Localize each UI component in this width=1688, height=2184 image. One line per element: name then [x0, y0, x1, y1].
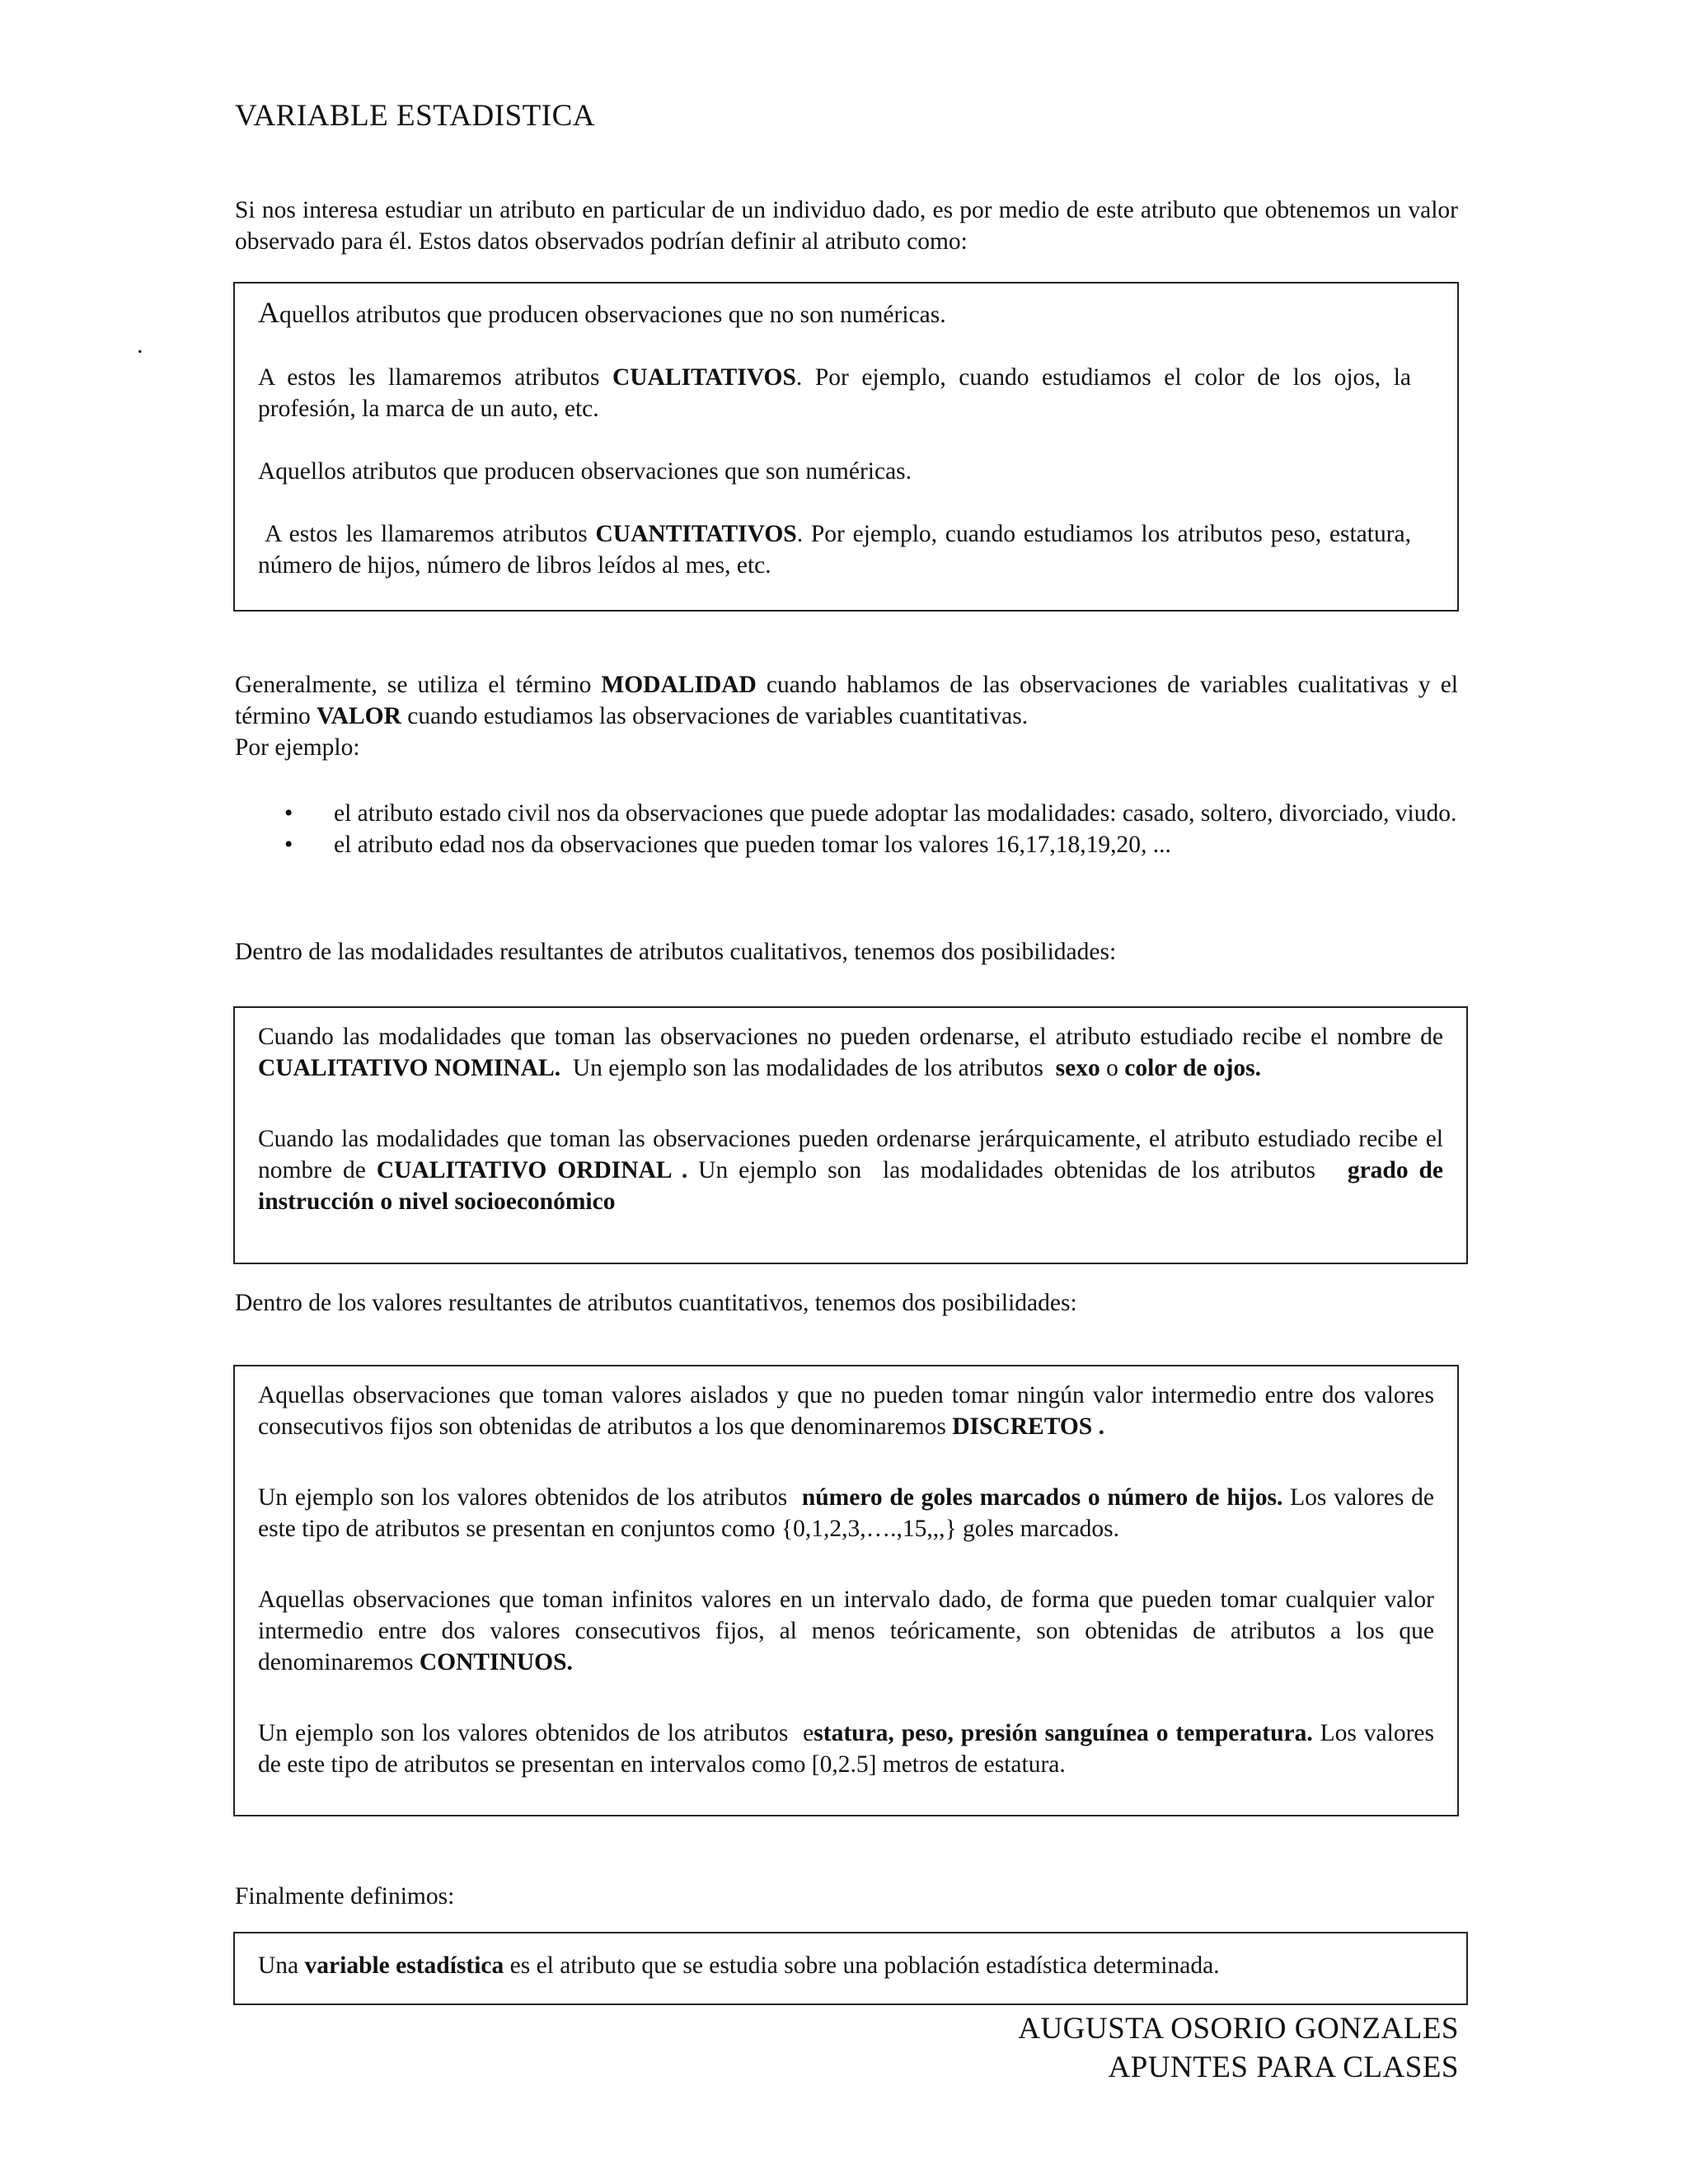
stray-dot: .	[137, 331, 143, 359]
list-item: • el atributo estado civil nos da observaciones que puede adoptar las modalidades: casado, soltero, divorciado, viudo.	[235, 798, 1458, 829]
definition-paragraph: Una variable estadística es el atributo que se estudia sobre una población estadística determinada.	[258, 1952, 1220, 1979]
bullet-icon: •	[284, 800, 293, 827]
box1-paragraph-2: A estos les llamaremos atributos CUALITATIVOS. Por ejemplo, cuando estudiamos el color de los ojos, la profesión, la marca de un auto, etc.	[258, 364, 1411, 422]
term-modalidad: MODALIDAD	[601, 672, 757, 698]
cuantitativos-intro: Dentro de los valores resultantes de atributos cuantitativos, tenemos dos posibilidades:	[235, 1290, 1077, 1316]
term-variable-estadistica: variable estadística	[304, 1952, 504, 1979]
term-cualitativos: CUALITATIVOS	[612, 364, 796, 391]
list-item: • el atributo edad nos da observaciones que pueden tomar los valores 16,17,18,19,20, ...	[235, 829, 1458, 860]
term-valor: VALOR	[316, 703, 401, 729]
author-name: AUGUSTA OSORIO GONZALES	[1018, 2012, 1459, 2046]
final-intro: Finalmente definimos:	[235, 1883, 455, 1910]
term-discretos: DISCRETOS .	[952, 1413, 1104, 1440]
modalidad-valor-paragraph: Generalmente, se utiliza el término MODALIDAD cuando hablamos de las observaciones de variables cualitativas y el término VALOR cuando estudiamos las observaciones de variables cuantitativas.	[235, 672, 1458, 729]
term-cualitativo-nominal: CUALITATIVO NOMINAL.	[258, 1055, 561, 1081]
nominal-paragraph: Cuando las modalidades que toman las observaciones no pueden ordenarse, el atributo estudiado recibe el nombre de CUALITATIVO NOMINAL. Un ejemplo son las modalidades de los atributos sexo o color de ojos.	[258, 1024, 1443, 1081]
page-title: VARIABLE ESTADISTICA	[235, 99, 595, 133]
box1-paragraph-4: A estos les llamaremos atributos CUANTITATIVOS. Por ejemplo, cuando estudiamos los atributos peso, estatura, número de hijos, número de libros leídos al mes, etc.	[258, 521, 1411, 579]
continuos-paragraph: Aquellas observaciones que toman infinitos valores en un intervalo dado, de forma que pueden tomar cualquier valor intermedio entre dos valores consecutivos fijos, al menos teóricamente, son obtenidas de atributos a los que denominaremos CONTINUOS.	[258, 1586, 1434, 1675]
intro-paragraph: Si nos interesa estudiar un atributo en particular de un individuo dado, es por medio de este atributo que obtenemos un valor observado para él. Estos datos observados podrían definir al atributo como:	[235, 197, 1458, 255]
term-cuantitativos: CUANTITATIVOS	[595, 521, 797, 547]
definition-box-cualitativo-cuantitativo	[233, 282, 1459, 612]
box1-paragraph-3: Aquellos atributos que producen observaciones que son numéricas.	[258, 458, 912, 485]
box1-drop-letter: A	[258, 296, 279, 329]
term-continuos: CONTINUOS.	[419, 1649, 573, 1675]
discretos-paragraph: Aquellas observaciones que toman valores aislados y que no pueden tomar ningún valor intermedio entre dos valores consecutivos fijos son obtenidas de atributos a los que denominaremos DISCRETOS .	[258, 1382, 1434, 1440]
variable-estadistica-definition-box	[233, 1932, 1468, 2005]
author-subtitle: APUNTES PARA CLASES	[1108, 2050, 1459, 2084]
continuos-example-paragraph: Un ejemplo son los valores obtenidos de los atributos estatura, peso, presión sanguínea o temperatura. Los valores de este tipo de atributos se presentan en intervalos como [0,2.5] metros de estatura.	[258, 1720, 1434, 1778]
box1-paragraph-1: Aquellos atributos que producen observaciones que no son numéricas.	[258, 296, 946, 329]
author-signature	[1018, 2009, 1459, 2087]
cualitativos-intro: Dentro de las modalidades resultantes de atributos cualitativos, tenemos dos posibilidades:	[235, 939, 1117, 965]
examples-bullet-list	[235, 798, 1458, 860]
term-cualitativo-ordinal: CUALITATIVO ORDINAL .	[376, 1157, 688, 1183]
por-ejemplo-label: Por ejemplo:	[235, 734, 360, 761]
cualitativo-types-box	[233, 1006, 1468, 1264]
ordinal-paragraph: Cuando las modalidades que toman las observaciones pueden ordenarse jerárquicamente, el atributo estudiado recibe el nombre de CUALITATIVO ORDINAL . Un ejemplo son las modalidades obtenidas de los atributos grado de instrucción o nivel socioeconómico	[258, 1126, 1444, 1215]
discretos-example-paragraph: Un ejemplo son los valores obtenidos de los atributos número de goles marcados o número de hijos. Los valores de este tipo de atributos se presentan en conjuntos como {0,1,2,3,….,15,,,} goles marcados.	[258, 1484, 1435, 1542]
cuantitativo-types-box	[233, 1365, 1459, 1816]
bullet-icon: •	[284, 832, 293, 858]
